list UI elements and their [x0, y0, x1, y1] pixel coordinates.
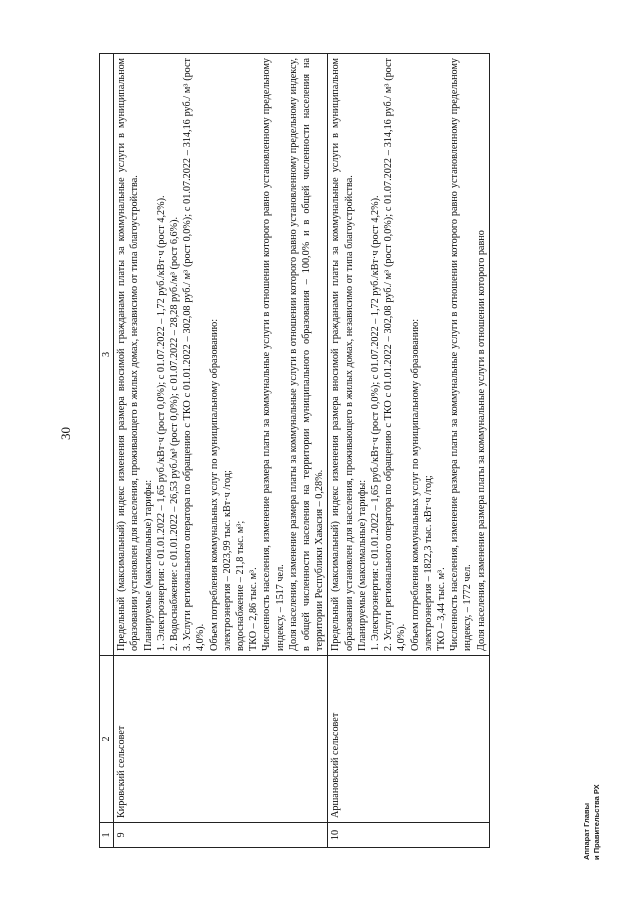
- row-number: 9: [114, 823, 328, 848]
- text-line: 2. Услуги регионального оператора по обращению с ТКО с 01.01.2022 – 302,08 руб./ м³ (рост 0,0%); с 01.07.2022 – 314,16 руб./ м³ (рост 4,0%).: [383, 58, 408, 651]
- municipality-name: Аршановский сельсовет: [328, 656, 489, 823]
- rotated-page-content: [99, 53, 589, 848]
- text-line: ТКО – 3,44 тыс. м³.: [436, 567, 448, 651]
- tariff-table: [99, 53, 490, 848]
- text-line: Предельный (максимальный) индекс изменения размера вносимой гражданами платы за коммунальные услуги в муниципальном образовании установлен для населения, проживающего в жилых домах, независимо от типа благоустройства.: [116, 58, 141, 651]
- office-stamp: [582, 784, 602, 860]
- row-description: [114, 54, 328, 656]
- text-line: Численность населения, изменение размера платы за коммунальные услуги в отношении которого равно установленному предельному индексу, – 1517 чел.: [261, 58, 286, 651]
- text-line: 1. Электроэнергия: с 01.01.2022 – 1,65 руб./кВт·ч (рост 0,0%); с 01.07.2022 – 1,72 руб./кВт·ч (рост 4,2%).: [370, 195, 382, 651]
- text-line: 3. Услуги регионального оператора по обращению с ТКО с 01.01.2022 – 302,08 руб./ м³ (рост 0,0%); с 01.07.2022 – 314,16 руб./ м³ (рост 4,0%).: [182, 58, 207, 651]
- row-number: 10: [328, 823, 489, 848]
- municipality-name: Кировский сельсовет: [114, 656, 328, 823]
- table-row: [328, 54, 489, 848]
- text-line: Предельный (максимальный) индекс изменения размера вносимой гражданами платы за коммунальные услуги в муниципальном образовании установлен для населения, проживающего в жилых домах, независимо от типа благоустройства.: [330, 58, 355, 651]
- text-line: водоснабжение – 21,8 тыс. м³;: [235, 520, 247, 651]
- text-line: Численность населения, изменение размера платы за коммунальные услуги в отношении которого равно установленному предельному индексу, – 1772 чел.: [449, 58, 474, 651]
- page-number: 30: [58, 427, 73, 440]
- text-line: Доля населения, изменение размера платы за коммунальные услуги в отношении которого равно установленному предельному индексу, в общей численности населения на территории муниципального образования – 100,0% и в общей численности населения на территории Республики Хакасия – 0,28%.: [287, 58, 326, 651]
- text-line: Планируемые (максимальные) тарифы:: [356, 479, 368, 651]
- text-line: электроэнергия – 1822,3 тыс. кВт·ч /год;: [422, 475, 434, 651]
- table-header-row: [100, 54, 114, 848]
- row-description: [328, 54, 489, 656]
- text-line: электроэнергия – 2023,99 тыс. кВт·ч /год;: [221, 470, 233, 651]
- text-line: 1. Электроэнергия: с 01.01.2022 – 1,65 руб./кВт·ч (рост 0,0%); с 01.07.2022 – 1,72 руб./кВт·ч (рост 4,2%).: [155, 195, 167, 651]
- stamp-line-2: и Правительства РХ: [592, 784, 601, 860]
- text-line: Объем потребления коммунальных услуг по муниципальному образованию:: [208, 318, 220, 651]
- text-line: 2. Водоснабжение: с 01.01.2022 – 26,53 руб./м³ (рост 0,0%); с 01.07.2022 – 28,28 руб./м³ (рост 6,6%).: [169, 216, 181, 651]
- text-line: Планируемые (максимальные) тарифы:: [142, 479, 154, 651]
- text-line: Доля населения, изменение размера платы за коммунальные услуги в отношении которого равно: [475, 230, 487, 651]
- table-row: [114, 54, 328, 848]
- header-col-1: 1: [100, 823, 114, 848]
- stamp-line-1: Аппарат Главы: [582, 803, 591, 860]
- text-line: ТКО – 2,86 тыс. м³.: [248, 567, 260, 651]
- text-line: Объем потребления коммунальных услуг по муниципальному образованию:: [409, 318, 421, 651]
- header-col-3: 3: [100, 54, 114, 656]
- header-col-2: 2: [100, 656, 114, 823]
